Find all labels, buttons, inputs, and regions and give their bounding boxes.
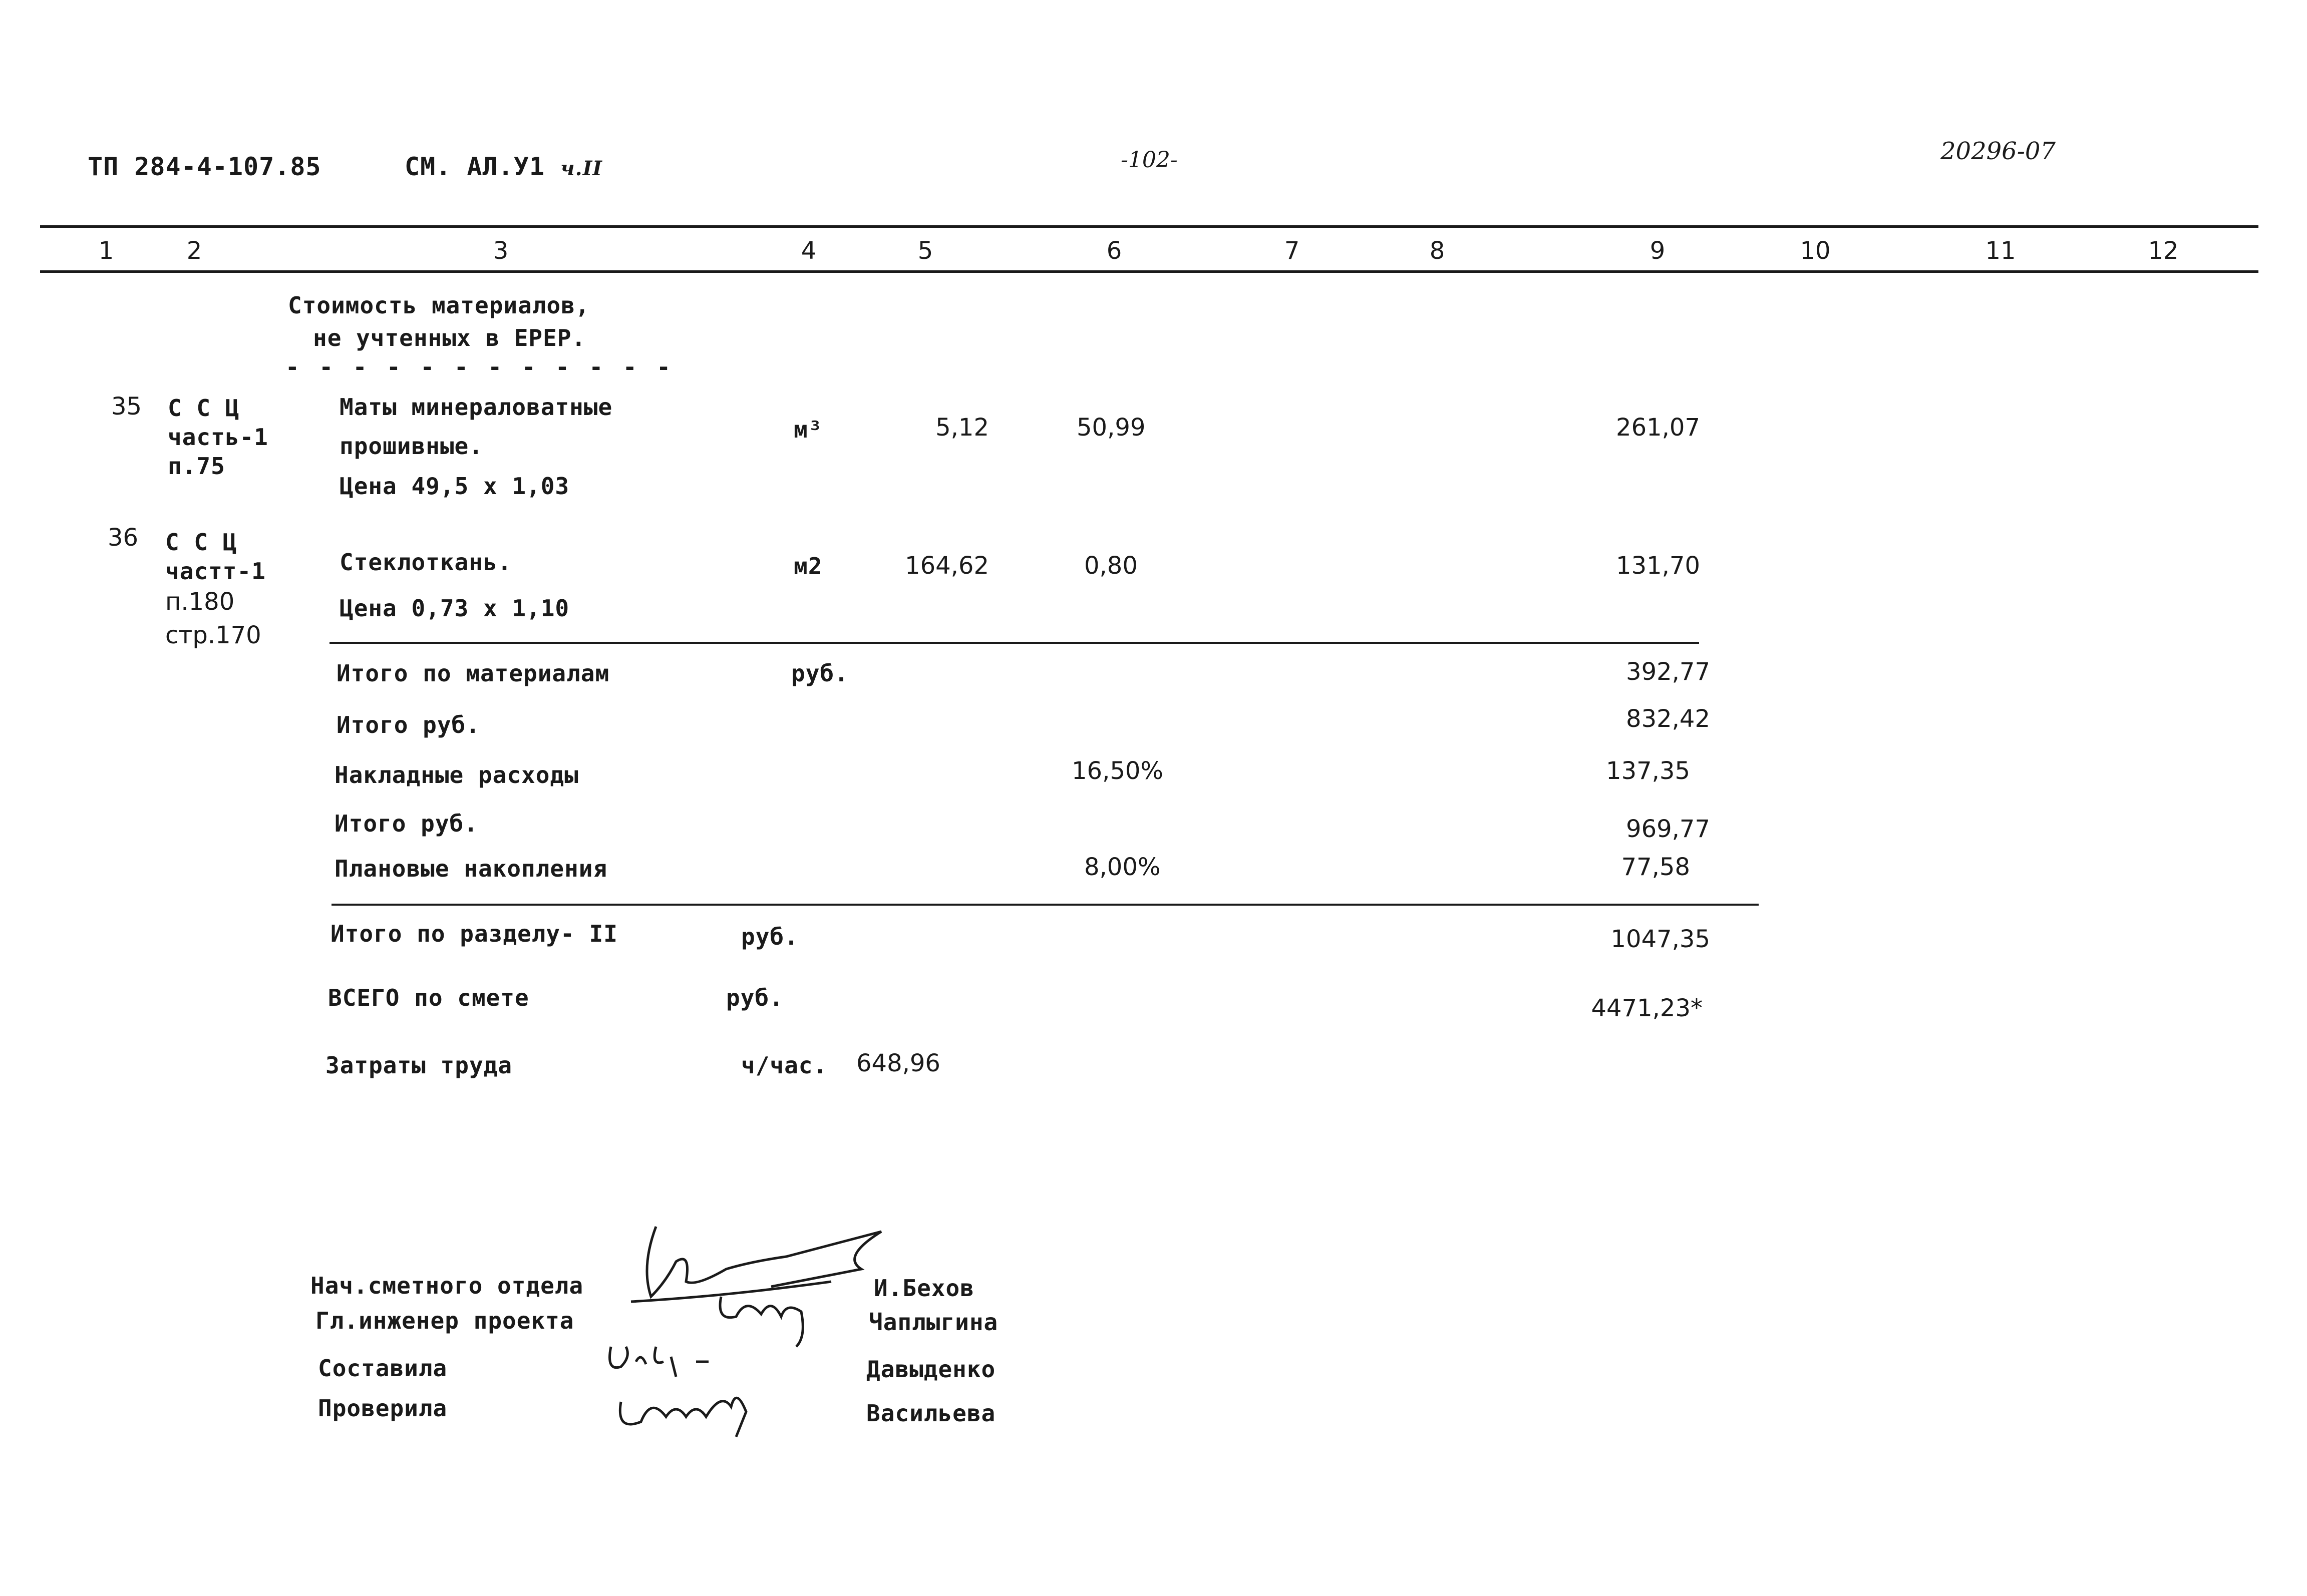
labor-value: 648,96 <box>856 1049 940 1077</box>
row-total: 131,70 <box>1616 552 1700 580</box>
signature-name: Давыденко <box>866 1356 996 1383</box>
summary-rate: 16,50% <box>1072 757 1164 785</box>
summary-value: 392,77 <box>1626 658 1710 686</box>
column-number: 1 <box>98 237 114 265</box>
header-top-rule <box>40 225 2258 228</box>
row-name-line: Цена 49,5 х 1,03 <box>340 473 570 500</box>
grand-total-label: ВСЕГО по смете <box>328 984 529 1011</box>
column-number: 7 <box>1284 237 1300 265</box>
column-number: 9 <box>1650 237 1666 265</box>
summary-label: Плановые накопления <box>335 855 608 882</box>
row-ref-line: п.180 <box>165 588 235 616</box>
row-ref-line: п.75 <box>168 453 225 480</box>
row-ref-line: частт-1 <box>165 558 266 585</box>
summary-value: 77,58 <box>1621 853 1690 881</box>
signature-name: Чаплыгина <box>869 1309 999 1336</box>
row-quantity: 5,12 <box>935 414 989 442</box>
column-number: 12 <box>2148 237 2179 265</box>
row-ref-line: С С Ц <box>168 394 240 422</box>
column-number: 5 <box>917 237 933 265</box>
summary-label: Накладные расходы <box>335 761 579 788</box>
row-number: 36 <box>108 524 139 552</box>
row-name-line: Цена 0,73 х 1,10 <box>340 595 570 622</box>
row-total: 261,07 <box>1616 414 1700 442</box>
row-ref-line: часть-1 <box>168 424 268 451</box>
row-price: 50,99 <box>1077 414 1146 442</box>
materials-separator <box>329 642 1699 644</box>
column-number: 11 <box>1985 237 2016 265</box>
row-quantity: 164,62 <box>905 552 989 580</box>
signature-role: Нач.сметного отдела <box>310 1272 584 1299</box>
column-number: 6 <box>1106 237 1122 265</box>
row-name-line: Маты минераловатные <box>340 393 613 421</box>
summary-unit: руб. <box>791 660 849 687</box>
column-number: 4 <box>801 237 817 265</box>
document-number: 20296-07 <box>1940 137 2056 165</box>
signature-name: И.Бехов <box>874 1275 974 1302</box>
column-number: 2 <box>186 237 202 265</box>
row-price: 0,80 <box>1084 552 1138 580</box>
grand-total-unit: руб. <box>726 984 784 1011</box>
signature-name: Васильева <box>866 1400 996 1427</box>
labor-unit: ч/час. <box>741 1052 828 1079</box>
summary-separator <box>332 904 1759 906</box>
section-total-unit: руб. <box>741 923 799 950</box>
summary-value: 832,42 <box>1626 705 1710 733</box>
signature-scribble <box>601 1337 781 1442</box>
header-bottom-rule <box>40 270 2258 273</box>
section-title-line1: Стоимость материалов, <box>288 292 590 319</box>
section-title-line2: не учтенных в ЕРЕР. <box>313 324 586 351</box>
row-name-line: Стеклоткань. <box>340 549 512 576</box>
estimate-code: СМ. АЛ.У1 ч.II <box>405 152 602 181</box>
row-number: 35 <box>111 392 142 421</box>
signature-scribble <box>621 1222 891 1352</box>
signature-role: Проверила <box>318 1395 448 1422</box>
section-title-underline: - - - - - - - - - - - - <box>285 353 674 380</box>
page-number: -102- <box>1121 147 1178 173</box>
column-number: 8 <box>1429 237 1445 265</box>
row-ref-line: С С Ц <box>165 529 237 556</box>
summary-label: Итого руб. <box>335 810 478 837</box>
column-number: 3 <box>493 237 509 265</box>
section-total-label: Итого по разделу- II <box>331 920 618 947</box>
row-ref-line: стр.170 <box>165 621 261 649</box>
row-unit: м2 <box>794 553 823 580</box>
signature-role: Составила <box>318 1355 448 1382</box>
summary-value: 969,77 <box>1626 815 1710 843</box>
summary-label: Итого руб. <box>337 711 480 738</box>
summary-value: 137,35 <box>1606 757 1690 785</box>
grand-total-value: 4471,23* <box>1591 994 1703 1022</box>
labor-label: Затраты труда <box>325 1052 513 1079</box>
summary-rate: 8,00% <box>1084 853 1161 881</box>
project-code: ТП 284-4-107.85 <box>88 152 321 181</box>
row-name-line: прошивные. <box>340 433 483 460</box>
summary-label: Итого по материалам <box>337 660 610 687</box>
signature-role: Гл.инженер проекта <box>315 1307 574 1334</box>
row-unit: м³ <box>794 416 823 443</box>
section-total-value: 1047,35 <box>1610 925 1710 953</box>
column-number: 10 <box>1800 237 1831 265</box>
